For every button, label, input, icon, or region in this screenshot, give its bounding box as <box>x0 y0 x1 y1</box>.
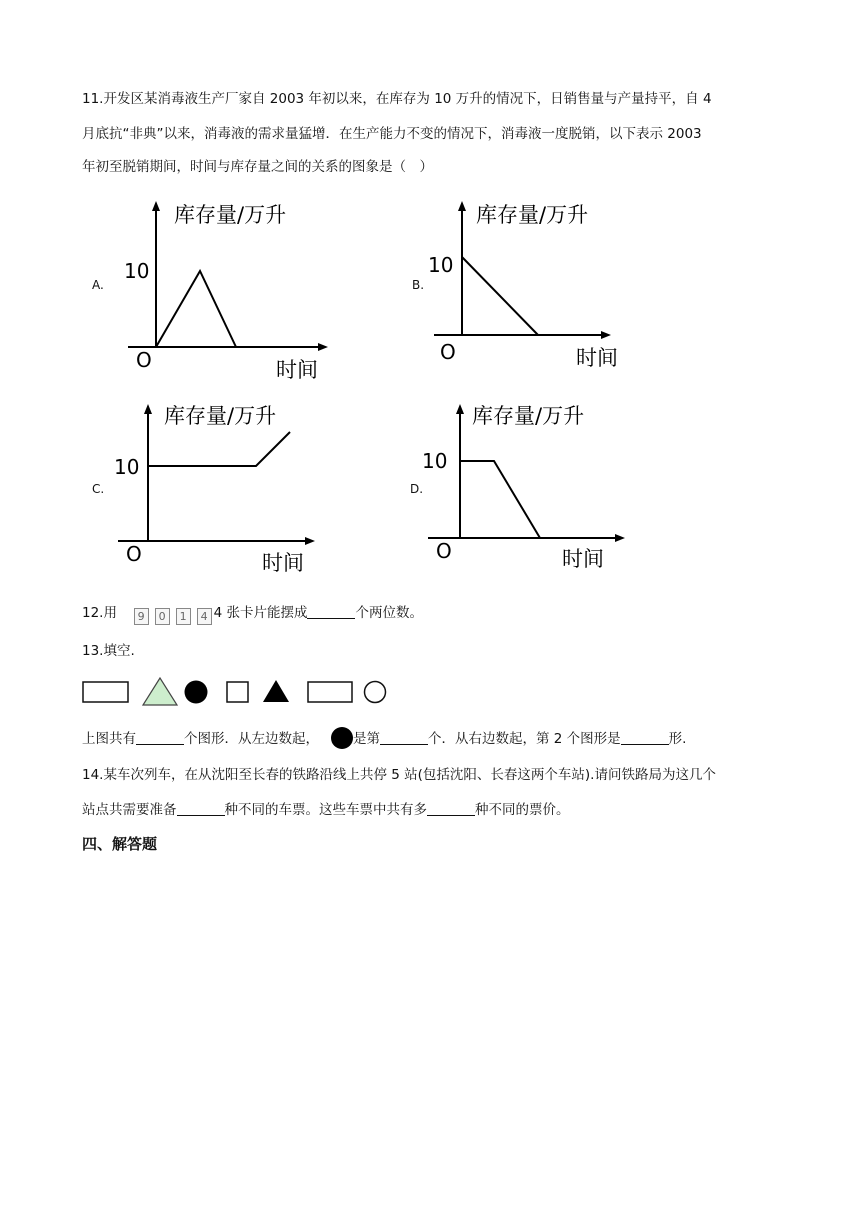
q14-blank-2[interactable] <box>427 803 475 816</box>
y-axis-label: 库存量/万升 <box>174 203 287 227</box>
shape-circle-open <box>365 682 386 703</box>
tick-10: 10 <box>428 253 454 277</box>
shape-square <box>227 682 248 702</box>
q14-p2: 种不同的车票。这些车票中共有多 <box>224 802 427 818</box>
q12-prefix: 12.用 <box>82 605 117 621</box>
q13-blank-3[interactable] <box>621 732 669 745</box>
q13-line <box>82 727 686 749</box>
y-axis-label: 库存量/万升 <box>476 203 589 227</box>
origin-label: O <box>440 340 456 364</box>
q11-line-3: 年初至脱销期间，时间与库存量之间的关系的图象是（ ） <box>82 159 433 175</box>
option-a-label: A. <box>92 278 104 292</box>
q13-p5: 形. <box>668 731 687 747</box>
graph-c <box>110 398 330 582</box>
card-1: 1 <box>176 608 191 625</box>
graph-c-line <box>148 432 290 466</box>
q14-blank-1[interactable] <box>177 803 225 816</box>
q12-suffix: 4 张卡片能摆成 <box>213 605 308 621</box>
q13-shapes <box>82 676 402 712</box>
option-b-label: B. <box>412 278 425 292</box>
tick-10: 10 <box>114 455 140 479</box>
card-9: 9 <box>134 608 149 625</box>
graph-a <box>118 195 338 389</box>
q11-line-1: 11.开发区某消毒液生产厂家自 2003 年初以来，在库存为 10 万升的情况下，日销售量与产量持平，自 4 <box>82 91 712 107</box>
origin-label: O <box>136 348 152 372</box>
filled-circle-icon <box>331 727 353 749</box>
card-0: 0 <box>155 608 170 625</box>
q13-p2: 个图形．从左边数起， <box>184 731 319 747</box>
graph-d-line <box>460 461 540 538</box>
card-4: 4 <box>197 608 212 625</box>
x-axis-label: 时间 <box>276 358 318 382</box>
tick-10: 10 <box>124 259 150 283</box>
q13-p1: 上图共有 <box>82 731 136 747</box>
y-axis-label: 库存量/万升 <box>164 404 277 428</box>
y-axis-label: 库存量/万升 <box>472 404 585 428</box>
graph-a-line <box>156 271 236 347</box>
graph-b-line <box>462 257 538 335</box>
option-d-label: D. <box>410 482 424 496</box>
x-axis-label: 时间 <box>562 547 604 571</box>
shape-rectangle-1 <box>83 682 128 702</box>
shape-triangle-filled <box>263 680 289 702</box>
q13-p3: 是第 <box>353 731 380 747</box>
q14-line-2 <box>82 801 570 819</box>
x-axis-label: 时间 <box>576 346 618 370</box>
shape-circle-filled <box>185 681 208 704</box>
graph-d <box>422 398 642 582</box>
q12-line <box>82 604 423 625</box>
q13-title: 13.填空. <box>82 643 135 659</box>
q12-end: 个两位数。 <box>355 605 423 621</box>
q12-blank[interactable] <box>307 606 355 619</box>
q13-p4: 个．从右边数起，第 2 个图形是 <box>428 731 621 747</box>
tick-10: 10 <box>422 449 448 473</box>
q14-p1: 站点共需要准备 <box>82 802 177 818</box>
q14-p3: 种不同的票价。 <box>475 802 570 818</box>
q11-line-2: 月底抗“非典”以来，消毒液的需求量猛增．在生产能力不变的情况下，消毒液一度脱销，以下表示 2003 <box>82 126 702 142</box>
section-title: 四、解答题 <box>82 835 158 853</box>
q13-blank-1[interactable] <box>136 732 184 745</box>
shape-triangle-green <box>143 678 177 705</box>
q14-line-1: 14.某车次列车，在从沈阳至长春的铁路沿线上共停 5 站(包括沈阳、长春这两个车站).请问铁路局为这几个 <box>82 767 716 783</box>
origin-label: O <box>126 542 142 566</box>
option-c-label: C. <box>92 482 105 496</box>
q13-blank-2[interactable] <box>380 732 428 745</box>
x-axis-label: 时间 <box>262 551 304 575</box>
graph-b <box>424 195 644 389</box>
origin-label: O <box>436 539 452 563</box>
shape-rectangle-2 <box>308 682 352 702</box>
